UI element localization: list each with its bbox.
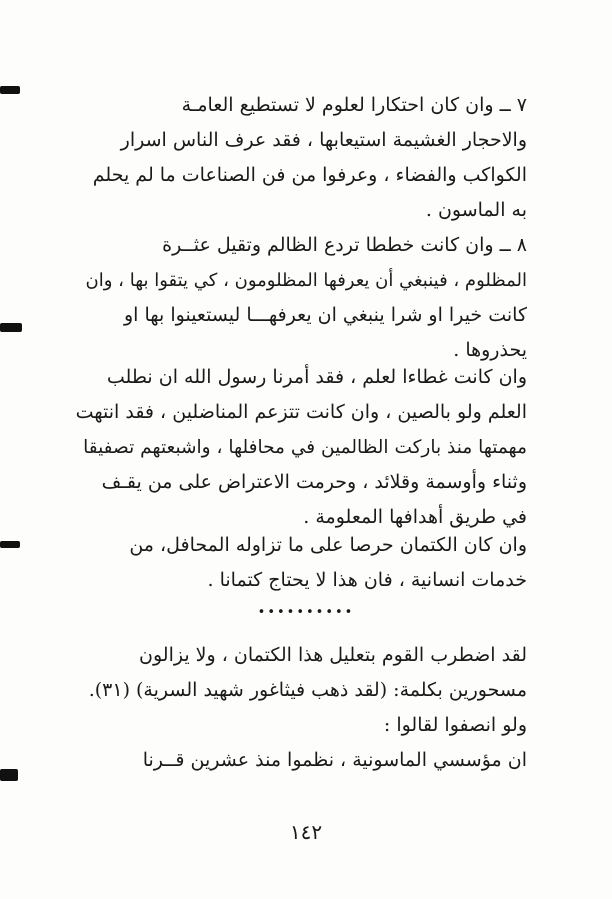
text-line: خدمات انسانية ، فان هذا لا يحتاج كتمانا . (207, 569, 527, 591)
scan-mark (0, 323, 22, 332)
text-line: وثناء وأوسمة وقلائد ، وحرمت الاعتراض على من يقـف (101, 471, 527, 493)
text-line: مسحورين بكلمة: (لقد ذهب فيثاغور شهيد السرية) (٣١). (88, 679, 527, 701)
text-line: العلم ولو بالصين ، وان كانت تتزعم المناضلين ، فقد انتهت (75, 401, 527, 423)
section-separator: •••••••••• (257, 605, 355, 620)
text-line: وان كانت غطاءا لعلم ، فقد أمرنا رسول الله ان نطلب (106, 366, 527, 388)
text-line: يحذروها . (453, 339, 527, 361)
scan-mark (0, 86, 20, 94)
paragraph-7 (75, 88, 527, 228)
text-line: كانت خيرا او شرا ينبغي ان يعرفهـــا ليستعينوا بها او (124, 304, 527, 326)
paragraph-9 (75, 360, 527, 535)
text-line: ٨ ــ وان كانت خططا تردع الظالم وتقيل عثــرة (162, 234, 527, 256)
text-line: وان كان الكتمان حرصا على ما تزاوله المحافل، من (129, 534, 527, 556)
paragraph-10 (75, 528, 527, 598)
page-number: ١٤٢ (289, 820, 323, 844)
text-line: ان مؤسسي الماسونية ، نظموا منذ عشرين قــرنا (142, 749, 527, 771)
text-line: والاحجار الغشيمة استيعابها ، فقد عرف الناس اسرار (120, 129, 527, 151)
text-line: ولو انصفوا لقالوا : (383, 714, 527, 736)
text-line: به الماسون . (425, 199, 527, 221)
paragraph-8 (75, 228, 527, 368)
scan-mark (0, 769, 18, 781)
paragraph-11 (75, 638, 527, 778)
scan-mark (0, 541, 20, 548)
text-line: لقد اضطرب القوم بتعليل هذا الكتمان ، ولا يزالون (139, 644, 527, 666)
text-line: المظلوم ، فينبغي أن يعرفها المظلومون ، كي يتقوا بها ، وان (85, 270, 527, 291)
text-line: مهمتها منذ باركت الظالمين في محافلها ، واشبعتهم تصفيقا (83, 437, 527, 458)
text-line: الكواكب والفضاء ، وعرفوا من فن الصناعات ما لم يحلم (92, 164, 527, 186)
text-line: ٧ ــ وان كان احتكارا لعلوم لا تستطيع العامـة (181, 94, 527, 116)
text-line: في طريق أهدافها المعلومة . (303, 506, 527, 528)
